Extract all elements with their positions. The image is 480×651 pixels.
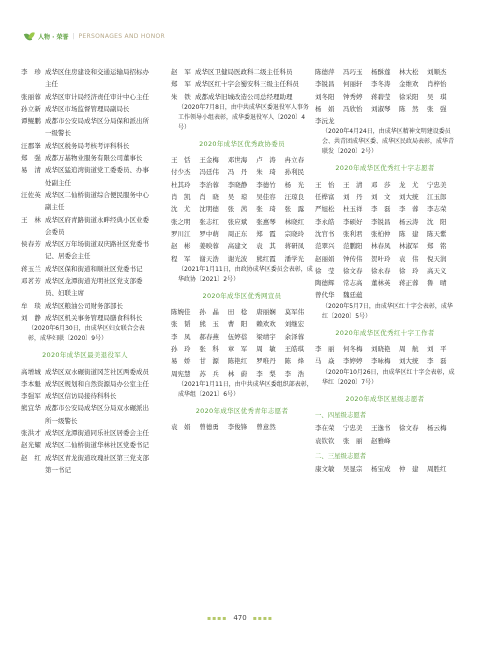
honoree-entry [21,152,149,164]
honoree-name: 杜其玲 [171,180,191,189]
honoree-entry [21,103,149,115]
subsection-heading: 二、三星级志愿者 [315,451,367,460]
honoree-name: 刘淑琴 [371,104,391,113]
honoree-name: 马 焱 [315,357,335,366]
honoree-name: 侯春芳 [21,240,42,249]
honoree-name: 李 磊 [371,205,391,214]
honoree-name: 熊红霞 [256,254,276,263]
honoree-name: 张 丽 [343,436,363,445]
honoree-name: 蒋玉兰 [21,264,42,273]
honoree-name: 赵 彬 [171,242,191,251]
honoree-name: 钟传伟 [343,254,363,263]
commendation-note: （2020年7月8日，由中共成华区委退役军人事务工作领导小组表彰，成华委退役军人〔2020〕4号） [178,103,309,131]
honoree-name: 甘 源 [199,357,219,366]
honoree-name: 张 强 [427,104,447,113]
honoree-name: 龙 尤 [399,180,419,189]
honoree-name: 李 丽 [315,345,335,354]
honoree-name: 高增城 [21,367,42,376]
honoree-entry [21,452,149,477]
honoree-name: 卢 涛 [256,156,276,165]
honoree-position: 成华区税务局考核考评科科长 [45,141,130,150]
honoree-name: 刘顺杰 [427,68,447,76]
honoree-name: 刘 文 [371,193,391,202]
honoree-entry [21,366,149,378]
honoree-name: 陶德辉 [315,279,335,288]
honoree-name: 范翠兴 [315,242,335,251]
honoree-name: 蒋研凤 [284,242,305,251]
honoree-entry [21,402,149,427]
honoree-name: 刘 静 [21,313,42,322]
honoree-name: 张 韬 [171,320,191,329]
honoree-position: 成华区规划和自然资源局办公室主任 [45,379,149,388]
honoree-name: 曹 阳 [227,320,248,329]
honoree-name: 刘冬阳 [315,92,335,101]
name-grid [315,463,455,475]
page-number: 470 [233,614,247,622]
name-grid [315,343,455,368]
honoree-entry [21,115,149,140]
honoree-entry [21,439,149,451]
honoree-name: 徐永春 [371,266,391,275]
honoree-name: 肖 凯 [171,193,191,202]
honoree-name: 常志高 [343,279,363,288]
commendation-note: （2020年4月24日，由成华区精神文明建设委员会、共青团成华区委、成华区民政局表彰，成华青联发〔2020〕2号） [322,128,455,156]
honoree-name: 谢光波 [227,254,248,263]
honoree-position: 成华区审计局经济责任审计中心主任 [45,92,149,101]
honoree-name: 罗唯丹 [256,357,276,366]
honoree-name: 沈 阳 [427,217,447,226]
honoree-name: 钟秀婷 [343,92,363,101]
honoree-name: 贺叶玲 [371,254,391,263]
honoree-name: 林晓红 [284,217,305,226]
honoree-name: 罗中萌 [199,229,219,238]
honoree-entry [171,78,313,90]
honoree-name: 田 稔 [227,308,248,317]
name-grid [171,306,313,380]
honoree-name: 肖梓怡 [427,80,447,89]
honoree-position: 成华区住房建设和交通运输局招标办主任 [45,68,149,89]
honoree-name: 江玉郎 [427,193,447,202]
award-heading: 2020年成华区优秀青年志愿者 [195,406,289,415]
honoree-position: 成华区青龙街道玫瑰社区第三党支部第一书记 [45,453,149,474]
honoree-name: 李晓静 [227,180,248,189]
honoree-name: 郑 铭 [427,242,447,251]
honoree-name: 何丽轩 [343,80,363,89]
honoree-name: 袁 伟 [399,254,419,263]
honoree-name: 王 怡 [315,180,335,189]
honoree-name: 高建文 [227,242,248,251]
honoree-entry [21,263,149,275]
honoree-name: 王 恬 [171,156,191,165]
honoree-name: 李 蓉 [399,205,419,214]
honoree-name: 刘 平 [427,345,447,354]
honoree-name: 曾意然 [256,423,276,432]
honoree-name: 袁钦钦 [315,436,335,445]
honoree-name: 熊宜华 [21,404,42,413]
honoree-name: 郑 强 [21,154,42,163]
honoree-name: 李在荣 [315,424,335,433]
honoree-name: 徐文春 [343,266,363,275]
honoree-name: 宁忠美 [427,180,447,189]
name-grid [171,421,313,433]
section-title-cn: 人物 · 荣誉 [38,33,69,41]
honoree-name: 赵雅峰 [371,436,391,445]
honoree-name: 邓 莎 [371,180,391,189]
honoree-entry [171,91,313,103]
honoree-position: 成华区府青路街道永畔经典小区业委会委员 [45,215,149,236]
honoree-name: 孙利民 [284,168,305,177]
honoree-position: 成华区双水碾街道冈芝社区两委成员 [45,367,149,376]
honoree-name: 沈明德 [199,205,219,214]
honoree-name: 林 蔚 [227,369,248,378]
honoree-name: 吴 琼 [227,193,248,202]
honoree-name: 徐 莹 [315,266,335,275]
award-heading: 2020年成华区优秀红十字工作者 [335,328,435,337]
honoree-name: 王逸书 [371,424,391,433]
honoree-name: 孙立新 [21,104,42,113]
honoree-name: 朱 琦 [256,168,276,177]
honoree-name: 袁 娟 [171,423,191,432]
honoree-position: 成华区机关事务管理局膳食科科长 [45,313,143,322]
honoree-name: 刘大统 [399,193,419,202]
honoree-name: 徐 玲 [399,266,419,275]
section-title-en: PERSONAGES AND HONOR [78,32,165,40]
honoree-name: 陈 建 [399,229,419,238]
header-divider: | [72,32,75,40]
honoree-entry [21,312,149,324]
honoree-name: 林大松 [399,68,419,76]
honoree-entry [21,214,149,239]
award-heading: 2020年成华区最美退役军人 [42,351,128,360]
honoree-name: 曾德勇 [199,423,219,432]
page-footer [0,614,480,622]
honoree-position: 成都市公安局成华区分局双水碾派出所一级警长 [45,404,149,425]
honoree-entry [21,427,149,439]
honoree-name: 陈天紫 [427,229,447,238]
honoree-name: 李沅龙 [315,117,335,126]
honoree-list [21,366,149,477]
honoree-name: 吴佳容 [256,193,276,202]
honoree-name: 李 浩 [284,369,305,378]
honoree-name: 任桦富 [315,193,335,202]
honoree-name: 鲁 晴 [427,279,447,288]
award-heading: 2020年成华区星级志愿者 [345,394,425,403]
honoree-name: 李锐昌 [371,217,391,226]
honoree-name: 程 军 [171,254,191,263]
honoree-entry [21,91,149,103]
commendation-note: （2020年6月30日，由成华区妇女联合会表彰，成华妇联〔2020〕9号） [28,325,145,343]
honoree-name: 汪佐英 [21,190,42,199]
honoree-name: 李本魁 [21,379,42,388]
name-grid [171,154,313,265]
honoree-position: 成华区市场监督管理局副局长 [45,104,130,113]
honoree-name: 蒋正蓉 [399,279,419,288]
honoree-name: 刘继宏 [284,320,305,329]
honoree-position: 成都万基物业服务有限公司董事长 [45,154,143,163]
honoree-name: 唐丽娴 [256,308,276,317]
honoree-name: 孙 晶 [199,308,219,317]
honoree-name: 宁忠美 [343,424,363,433]
honoree-name: 张之明 [171,217,191,226]
honoree-name: 赵丽娟 [315,254,335,263]
commendation-note: （2021年1月11日，由中共成华区委组织部表彰，成华组〔2021〕6号） [178,380,313,398]
honoree-name: 严旭松 [315,205,335,214]
honoree-name: 李锐昌 [315,80,335,89]
honoree-name: 付少杰 [171,168,191,177]
honoree-name: 刘晓艳 [371,345,391,354]
honoree-name: 冯欣怡 [343,104,363,113]
name-grid [315,422,455,447]
honoree-name: 余泽蓉 [284,332,305,341]
honoree-position: 成都市公安局成华区分局保和派出所一级警长 [45,117,149,138]
honoree-entry [171,66,313,78]
honoree-name: 冯廷伟 [199,168,219,177]
honoree-name: 张 茜 [227,205,248,214]
honoree-name: 郝春燕 [199,332,219,341]
honoree-name: 孙 玲 [171,345,191,354]
honoree-name: 张柏仲 [371,229,391,238]
honoree-name: 袁 其 [256,242,276,251]
honoree-name: 倪天润 [427,254,447,263]
honoree-name: 汪郡峯 [21,141,42,150]
honoree-name: 李 凤 [171,332,191,341]
honoree-name: 周正东 [227,229,248,238]
honoree-name: 范鹏阳 [343,242,363,251]
honoree-name: 陈 然 [399,104,419,113]
honoree-name: 李志荣 [427,205,447,214]
page-header [24,29,456,43]
column-left [21,66,149,476]
honoree-name: 王 清 [343,180,363,189]
footer-dots-right-icon: ▪▪▪▪ [252,614,273,622]
honoree-name: 赖欢欢 [256,320,276,329]
honoree-name: 曾代华 [315,291,335,300]
honoree-name: 梁靖宇 [256,332,276,341]
honoree-name: 张 科 [199,345,219,354]
honoree-name: 刘 丹 [343,193,363,202]
honoree-entry [21,300,149,312]
award-heading: 2020年成华区优秀政协委员 [199,139,285,148]
honoree-name: 董林英 [371,279,391,288]
honoree-name: 张惠琴 [256,217,276,226]
honoree-position: 成华区红十字会蜀安科三级主任科员 [195,80,299,89]
honoree-name: 李冬涛 [371,80,391,89]
honoree-name: 莫军伟 [284,308,305,317]
honoree-position: 成都成华旧城改造公司总经理助理 [195,92,293,101]
honoree-name: 吴 琪 [427,92,447,101]
honoree-name: 康文敏 [315,465,335,474]
honoree-name: 赵 军 [171,68,192,76]
award-heading: 2020年成华区优秀网宣员 [202,291,282,300]
honoree-position: 成华区二仙桥街道华林社区党委书记 [45,441,149,450]
honoree-position: 成华区龙潭街道同乐社区居委会主任 [45,429,149,438]
honoree-name: 肖 晓 [199,193,219,202]
honoree-name: 赵 红 [21,453,42,462]
honoree-name: 张丽蓉 [21,92,42,101]
honoree-list [171,66,313,103]
honoree-name: 冉立春 [284,156,305,165]
honoree-name: 沈官书 [315,229,335,238]
honoree-name: 张洪才 [21,429,42,438]
honoree-name: 陈德萍 [315,68,335,76]
name-grid [315,66,455,127]
honoree-name: 冯 丹 [227,168,248,177]
honoree-name: 杨 娟 [315,104,335,113]
footer-dots-left-icon: ▪▪▪▪ [207,614,228,622]
commendation-note: （2020年10月26日，由成华区红十字会表彰，成华红〔2020〕7号） [322,368,455,386]
honoree-name: 张 琦 [256,205,276,214]
leaf-logo-icon [24,31,35,42]
honoree-name: 李永皓 [315,217,335,226]
honoree-entry [21,390,149,402]
honoree-name: 邓世海 [227,156,248,165]
honoree-name: 邓茗芳 [21,277,42,286]
honoree-name: 周宪慧 [171,369,191,378]
honoree-name: 张应斌 [227,217,248,226]
honoree-list [21,66,149,324]
honoree-name: 王 林 [21,215,42,224]
commendation-note: （2021年1月11日，由政协成华区委员会表彰，成华政协〔2021〕2号） [178,265,313,283]
honoree-name: 周 航 [399,345,419,354]
subsection-heading: 一、四星级志愿者 [315,410,367,419]
honoree-name: 张志红 [199,217,219,226]
honoree-name: 王皓琪 [284,345,305,354]
honoree-name: 谭鲲鹏 [21,117,42,126]
honoree-entry [21,140,149,152]
honoree-name: 李硕好 [343,217,363,226]
honoree-name: 仲 建 [399,465,419,474]
honoree-name: 李治蓉 [199,180,219,189]
honoree-name: 易 清 [21,166,42,175]
honoree-position: 成华区卫健局医政科二级主任科员 [195,68,293,76]
honoree-name: 郑 霞 [256,229,276,238]
honoree-position: 成华区二仙桥街道综合便民服务中心副主任 [45,190,149,212]
honoree-position: 成华区粮油公司财务部部长 [45,301,123,310]
honoree-name: 杜玉祥 [343,205,363,214]
honoree-name: 陈艳红 [227,357,248,366]
honoree-entry [21,164,149,189]
honoree-name: 周胜红 [427,465,447,474]
honoree-name: 李德竹 [256,180,276,189]
honoree-entry [21,275,149,300]
honoree-name: 宗晓玲 [284,229,305,238]
honoree-entry [21,66,149,91]
honoree-name: 李俊锋 [227,423,248,432]
honoree-name: 李 梨 [256,369,276,378]
commendation-note: （2020年5月7日，由成华区红十字会表彰，成华红〔2020〕5号） [322,302,453,320]
honoree-name: 李咏梅 [371,357,391,366]
honoree-name: 杨酥莲 [371,68,391,76]
honoree-name: 陈 烽 [284,357,305,366]
honoree-position: 成华区万年场街道双庆路社区党委书记、居委会主任 [45,240,149,261]
honoree-name: 李婷婷 [343,357,363,366]
honoree-name: 蒋碧莹 [371,92,391,101]
honoree-name: 沈 尤 [171,205,191,214]
honoree-name: 林春凤 [371,242,391,251]
honoree-name: 金维欢 [399,80,419,89]
honoree-name: 高天义 [427,266,447,275]
honoree-name: 牟 琰 [21,301,42,310]
honoree-name: 徐文春 [399,424,419,433]
honoree-name: 汪琼良 [284,193,305,202]
honoree-name: 苏 兵 [199,369,219,378]
honoree-entry [21,238,149,263]
honoree-name: 易 娇 [171,357,191,366]
award-heading: 2020年成华区优秀红十字志愿者 [335,164,435,173]
honoree-name: 杨云涛 [399,217,419,226]
name-grid [315,179,455,302]
honoree-name: 李 珍 [21,68,42,76]
honoree-name: 姜映蓉 [199,242,219,251]
honoree-name: 徐采阳 [399,92,419,101]
honoree-name: 赵光耀 [21,441,42,450]
honoree-position: 成华区保和街道和顺社区党委书记 [45,264,143,273]
honoree-name: 魏廷蕴 [343,291,363,300]
honoree-name: 李 磊 [427,357,447,366]
honoree-name: 刘大统 [399,357,419,366]
honoree-name: 潘学光 [284,254,305,263]
honoree-name: 吴显宗 [343,465,363,474]
honoree-name: 朱 铁 [171,92,192,101]
honoree-name: 张利君 [343,229,363,238]
honoree-name: 杨 光 [284,180,305,189]
honoree-name: 章 军 [227,345,248,354]
honoree-position: 成华区信访局接待科科长 [45,392,117,401]
honoree-name: 李强军 [21,392,42,401]
honoree-name: 熊 玉 [199,320,219,329]
honoree-entry [21,189,149,214]
honoree-position: 成华区龙潭街道光明社区党支部委员、妇联主席 [45,277,143,298]
honoree-entry [21,378,149,390]
honoree-name: 陈婉佳 [171,308,191,317]
column-right [315,66,455,475]
honoree-name: 罗川江 [171,229,191,238]
honoree-name: 伍婷蓓 [227,332,248,341]
honoree-name: 林淑军 [399,242,419,251]
honoree-name: 谢天浩 [199,254,219,263]
honoree-name: 周 敏 [256,345,276,354]
honoree-name: 冯巧玉 [343,68,363,76]
honoree-name: 杨宝成 [371,465,391,474]
honoree-position: 成华区猛追湾街道党工委委员、办事处副主任 [45,166,149,187]
honoree-name: 张 露 [284,205,305,214]
column-middle [171,66,313,434]
honoree-name: 何冬梅 [343,345,363,354]
honoree-name: 王金梅 [199,156,219,165]
honoree-name: 郑 军 [171,80,192,89]
honoree-name: 杨云梅 [427,424,447,433]
